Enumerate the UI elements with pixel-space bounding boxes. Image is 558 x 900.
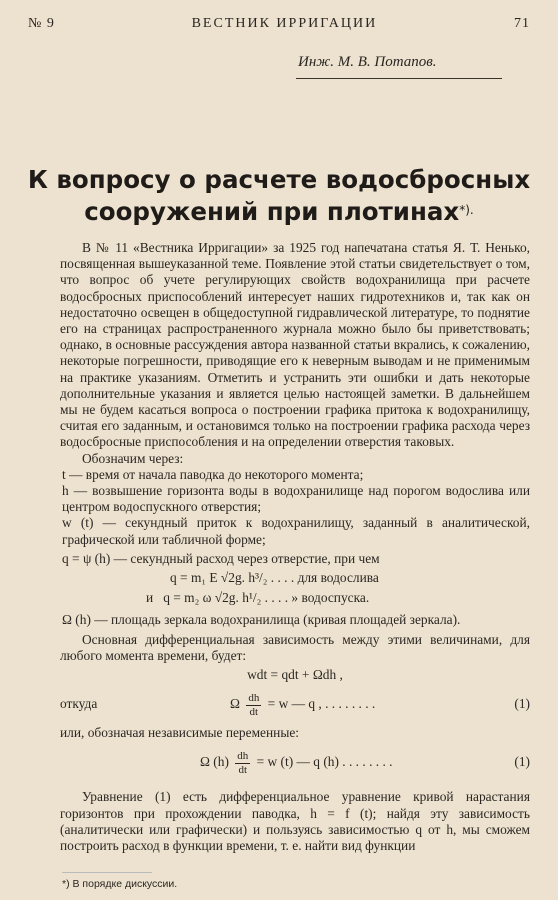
equation-2 [200, 747, 393, 777]
footnote-mark: *). [459, 203, 474, 217]
title-line-1: К вопросу о расчете водосбросных [27, 165, 531, 194]
eq1-den: dt [249, 705, 259, 718]
article-title [20, 164, 538, 228]
footnote: *) В порядке дискуссии. [62, 878, 178, 890]
eq2-fraction [235, 750, 250, 777]
title-line-2 [20, 196, 538, 228]
formula-weir: q = m₁ E √2g. h³/₂ . . . . для водослива [170, 570, 379, 586]
equation-2-row [60, 747, 530, 777]
eq1-left: Ω [230, 696, 240, 712]
diff-intro: Основная дифференциальная зависимость между этими величинами, для любого момента времени, будет: [60, 631, 530, 663]
closing-paragraph: Уравнение (1) есть дифференциальное уравнение кривой нарастания горизонтов при прохождении паводка, h = f (t); найдя эту зависимость (аналитически или графически) и пользуясь зависимостью q от h, мы сможем построить расход в функции времени, т. е. найти вид функции [60, 789, 530, 854]
footnote-rule [62, 872, 152, 873]
intro-paragraph: В № 11 «Вестника Ирригации» за 1925 год напечатана статья Я. Т. Ненько, посвященная вышеуказанной теме. Появление этой статьи свидетельствует о том, что вопрос об учете регулирующих свойств водохранилища при расчете водосбросных приспособлений интересует наших гидротехников и, так как он недостаточно освещен в общедоступной гидравлической литературе, то поднятие его на страницах распространенного журнала можно было бы приветствовать; однако, в основные рассуждения автора названной статьи вкрались, к сожалению, некоторые погрешности, приводящие его к неверным выводам и не применимым на практике указаниям. Отметить и устранить эти ошибки и дать некоторые дополнительные указания и является целью настоящей заметки. В дальнейшем мы не будем касаться вопроса о построении графика притока к водохранилищу, считая его заданным, и остановимся только на построении графика расхода через водосбросные приспособления и на определении отверстия таковых. [60, 240, 530, 450]
equation-1 [230, 689, 375, 719]
eq1-number: (1) [514, 696, 530, 712]
eq2-num: dh [237, 749, 249, 762]
notation-intro: Обозначим через: [82, 450, 184, 466]
eq2-den: dt [238, 763, 248, 776]
def-w: w (t) — секундный приток к водохранилищу, заданный в аналитической, графической или табличной форме; [62, 515, 530, 547]
formula-orifice-prefix: и [146, 590, 154, 606]
running-header [28, 16, 530, 32]
eq1-fraction [246, 692, 261, 719]
journal-title: ВЕСТНИК ИРРИГАЦИИ [191, 16, 378, 31]
eq2-right: = w (t) — q (h) . . . . . . . . [256, 754, 393, 770]
whence-word: откуда [60, 696, 98, 712]
def-q: q = ψ (h) — секундный расход через отверстие, при чем [62, 550, 380, 566]
def-t: t — время от начала паводка до некоторого момента; [62, 466, 364, 482]
title-line-2-text: сооружений при плотинах [84, 197, 460, 226]
eq2-number: (1) [514, 754, 530, 770]
eq1-num: dh [248, 691, 260, 704]
eq2-left: Ω (h) [200, 754, 229, 770]
equation-1-row [60, 689, 530, 719]
page-number: 71 [513, 16, 530, 31]
or-text: или, обозначая независимые переменные: [60, 725, 299, 741]
def-h: h — возвышение горизонта воды в водохранилище над порогом водослива или центром водоспускного отверстия; [62, 483, 530, 515]
issue-number: № 9 [28, 16, 55, 31]
def-omega: Ω (h) — площадь зеркала водохранилища (кривая площадей зеркала). [62, 612, 461, 628]
formula-orifice-text: q = m₂ ω √2g. h¹/₂ . . . . » водоспуска. [163, 590, 370, 606]
formula-orifice [60, 590, 530, 606]
article-body [60, 240, 530, 854]
author-underline [296, 78, 502, 79]
author-line: Инж. М. В. Потапов. [298, 54, 437, 70]
equation-0: wdt = qdt + Ωdh , [247, 667, 343, 683]
eq1-right: = w — q , . . . . . . . . [267, 696, 376, 712]
